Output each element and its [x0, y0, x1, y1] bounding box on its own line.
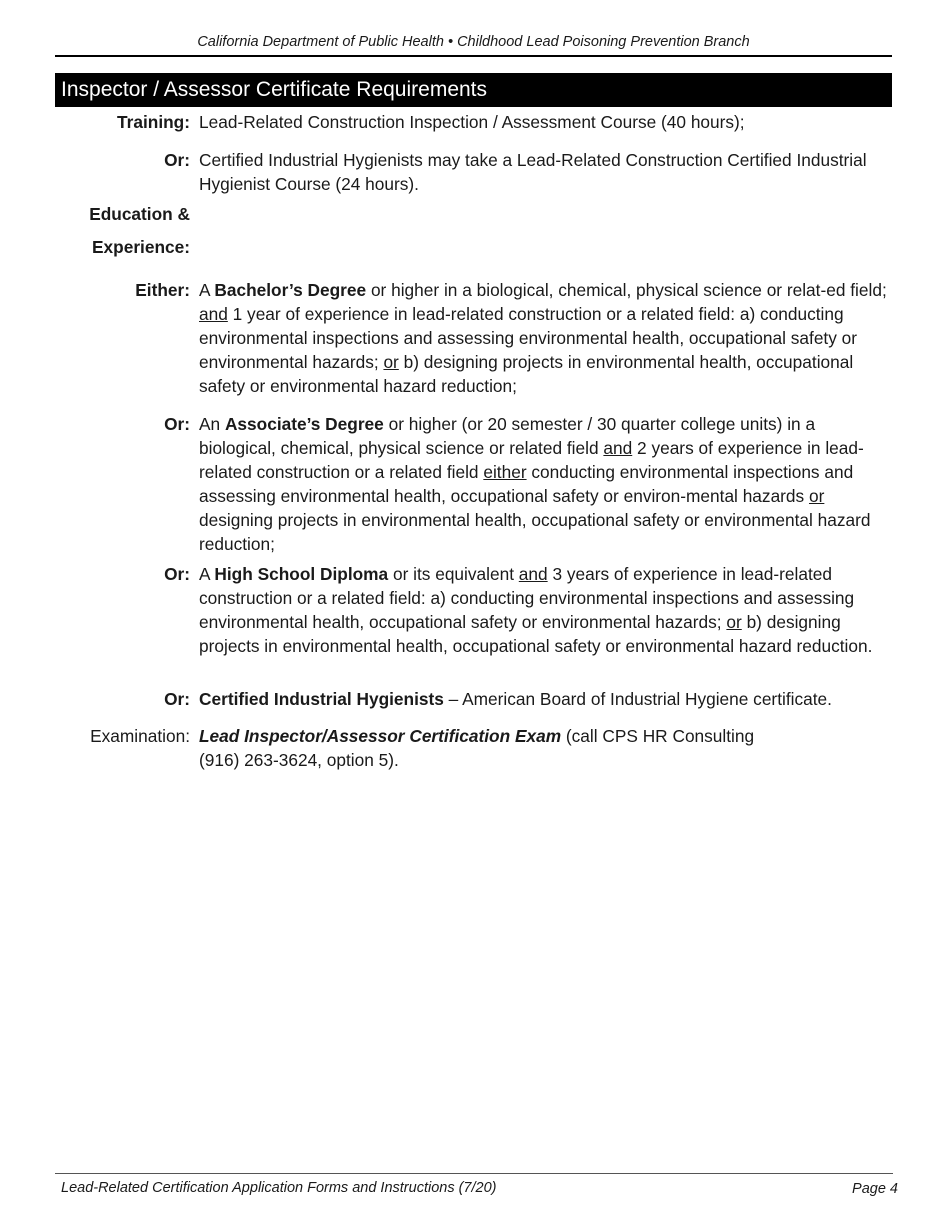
exam-phone: (916) 263-3624, option 5).	[199, 750, 399, 770]
experience-label: Experience:	[92, 237, 190, 257]
section-title: Inspector / Assessor Certificate Requirements	[55, 73, 892, 107]
bachelor-degree-term: Bachelor’s Degree	[214, 280, 367, 300]
training-or-text: Certified Industrial Hygienists may take a Lead-Related Construction Certified Industrial Hygienist Course (24 hours).	[199, 150, 867, 194]
page-header: California Department of Public Health • Childhood Lead Poisoning Prevention Branch	[197, 34, 750, 50]
highschool-requirement: A High School Diploma or its equivalent and 3 years of experience in lead-related construction or a related field: a) conducting environmental inspections and assessing environmental health, occupational safety or environmental hazards; or b) designing projects in environmental health, occupational safety or environmental hazard reduction.	[199, 564, 873, 656]
highschool-or-label: Or:	[164, 564, 190, 584]
associate-or-label: Or:	[164, 414, 190, 434]
training-or-label: Or:	[164, 150, 190, 170]
header-divider	[55, 55, 892, 57]
examination-label: Examination:	[90, 726, 190, 746]
training-text: Lead-Related Construction Inspection / Assessment Course (40 hours);	[199, 112, 745, 132]
cih-requirement: Certified Industrial Hygienists – American Board of Industrial Hygiene certificate.	[199, 689, 832, 709]
cih-term: Certified Industrial Hygienists	[199, 689, 444, 709]
footer-document-title: Lead-Related Certification Application Forms and Instructions (7/20)	[61, 1180, 497, 1196]
cih-or-label: Or:	[164, 689, 190, 709]
associate-requirement: An Associate’s Degree or higher (or 20 semester / 30 quarter college units) in a biological, chemical, physical science or related field and 2 years of experience in lead-related construction or a related field either conducting environmental inspections and assessing environmental health, occupational safety or environ-mental hazards or designing projects in environmental health, occupational safety or environmental hazard reduction;	[199, 414, 871, 554]
education-label: Education &	[89, 204, 190, 224]
either-label: Either:	[135, 280, 190, 300]
training-label: Training:	[117, 112, 190, 132]
examination-text: Lead Inspector/Assessor Certification Exam (call CPS HR Consulting (916) 263-3624, option 5).	[199, 726, 755, 770]
footer-divider	[55, 1173, 893, 1174]
page-number: Page 4	[852, 1181, 898, 1197]
associate-degree-term: Associate’s Degree	[224, 414, 384, 434]
bachelor-requirement: A Bachelor’s Degree or higher in a biological, chemical, physical science or relat-ed field; and 1 year of experience in lead-related construction or a related field: a) conducting environmental inspections and assessing environmental health, occupational safety or environmental hazards; or b) designing projects in environmental health, occupational safety or environmental hazard reduction;	[199, 280, 887, 396]
highschool-diploma-term: High School Diploma	[214, 564, 389, 584]
exam-name: Lead Inspector/Assessor Certification Exam	[199, 726, 562, 746]
